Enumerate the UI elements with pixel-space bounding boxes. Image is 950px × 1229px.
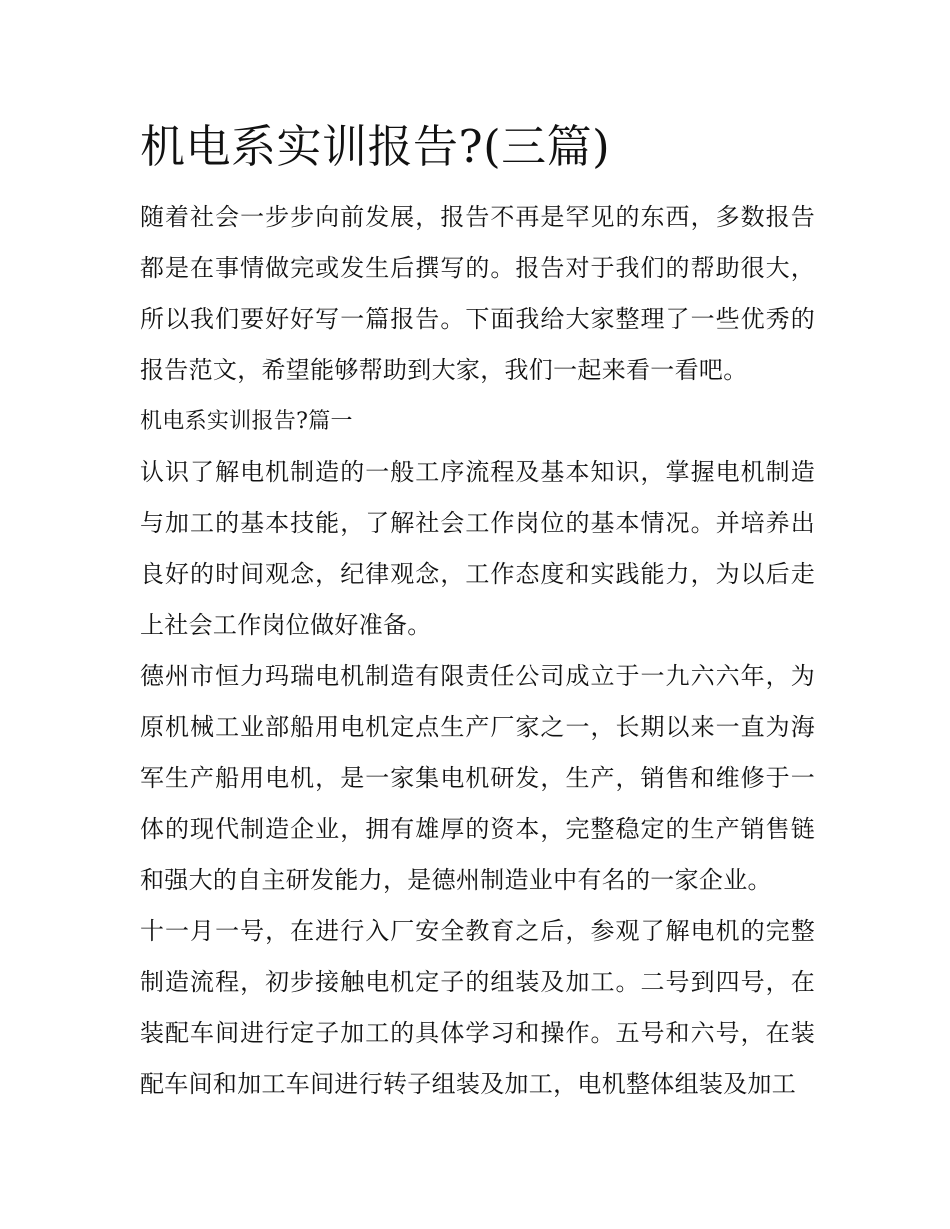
schedule-paragraph: 十一月一号，在进行入厂安全教育之后，参观了解电机的完整制造流程，初步接触电机定子的组装及加工。二号到四号，在装配车间进行定子加工的具体学习和操作。五号和六号，在装配车间和加工车间进行转子组装及加工，电机整体组装及加工 <box>140 917 815 1098</box>
document-title: 机电系实训报告?(三篇) <box>140 120 611 173</box>
purpose-paragraph: 认识了解电机制造的一般工序流程及基本知识，掌握电机制造与加工的基本技能，了解社会工作岗位的基本情况。并培养出良好的时间观念，纪律观念，工作态度和实践能力，为以后走上社会工作岗位做好准备。 <box>140 458 815 639</box>
document-body <box>140 112 815 1110</box>
company-paragraph: 德州市恒力玛瑞电机制造有限责任公司成立于一九六六年，为原机械工业部船用电机定点生产厂家之一，长期以来一直为海军生产船用电机，是一家集电机研发，生产，销售和维修于一体的现代制造企业，拥有雄厚的资本，完整稳定的生产销售链和强大的自主研发能力，是德州制造业中有名的一家企业。 <box>140 662 815 894</box>
section-heading: 机电系实训报告?篇一 <box>140 409 353 434</box>
intro-paragraph: 随着社会一步步向前发展，报告不再是罕见的东西，多数报告都是在事情做完或发生后撰写的。报告对于我们的帮助很大，所以我们要好好写一篇报告。下面我给大家整理了一些优秀的报告范文，希望能够帮助到大家，我们一起来看一看吧。 <box>140 203 815 384</box>
